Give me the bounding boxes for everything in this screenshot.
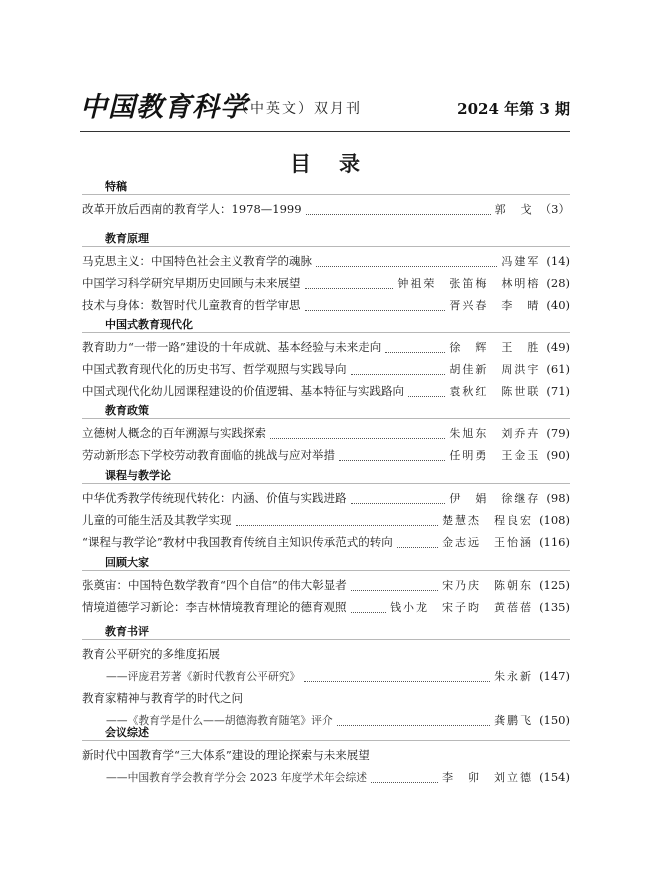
- section-label: 教育政策: [105, 404, 149, 417]
- entry-authors: 朱旭东 刘乔卉: [449, 427, 541, 440]
- toc-entry[interactable]: [82, 511, 570, 529]
- section-label: 特稿: [105, 180, 127, 193]
- dot-leader: [351, 362, 446, 375]
- entry-page-number: (108): [539, 513, 570, 527]
- toc-entry[interactable]: [82, 689, 570, 707]
- entry-title: 新时代中国教育学“三大体系”建设的理论探索与未来展望: [82, 748, 370, 762]
- dot-leader: [351, 491, 446, 504]
- entry-authors: 伊 娟 徐继存: [449, 492, 541, 505]
- entry-title: 中国式现代化幼儿园课程建设的价值逻辑、基本特征与实践路向: [82, 384, 404, 398]
- section-label: 中国式教育现代化: [105, 318, 193, 331]
- journal-subtitle: （中英文）双月刊: [234, 101, 362, 117]
- toc-entry[interactable]: [82, 200, 570, 218]
- entry-authors: 冯建军: [501, 255, 541, 268]
- section-rule: [82, 332, 570, 333]
- entry-title: “课程与教学论”教材中我国教育传统自主知识传承范式的转向: [82, 535, 393, 549]
- entry-authors: 金志远 王怡涵: [442, 536, 534, 549]
- entry-authors: 朱永新: [494, 670, 534, 683]
- entry-authors: 钱小龙 宋子昀 黄蓓蓓: [390, 601, 534, 614]
- entry-authors: 李 卯 刘立德: [442, 771, 534, 784]
- entry-title: 立德树人概念的百年溯源与实践探索: [82, 426, 266, 440]
- entry-title: 中国学习科学研究早期历史回顾与未来展望: [82, 276, 301, 290]
- entry-page-number: (98): [546, 491, 570, 505]
- entry-page-number: (125): [539, 578, 570, 592]
- section-label: 课程与教学论: [105, 469, 171, 482]
- entry-authors: 胡佳新 周洪宇: [449, 363, 541, 376]
- entry-authors: 徐 辉 王 胜: [449, 341, 541, 354]
- toc-entry-subtitle[interactable]: [82, 667, 570, 685]
- entry-authors: 郭 戈: [494, 203, 534, 216]
- toc-entry[interactable]: [82, 338, 570, 356]
- dot-leader: [316, 254, 497, 267]
- toc-entry[interactable]: [82, 424, 570, 442]
- entry-title: ——评庞君芳著《新时代教育公平研究》: [106, 670, 301, 683]
- entry-authors: 楚慧杰 程良宏: [442, 514, 534, 527]
- dot-leader: [371, 770, 438, 783]
- entry-page-number: (28): [546, 276, 570, 290]
- entry-authors: 袁秋红 陈世联: [449, 385, 541, 398]
- entry-page-number: (90): [546, 448, 570, 462]
- entry-page-number: (49): [546, 340, 570, 354]
- entry-authors: 胥兴春 李 晴: [449, 299, 541, 312]
- header-rule: [80, 131, 570, 132]
- section-rule: [82, 418, 570, 419]
- entry-authors: 钟祖荣 张笛梅 林明榕: [397, 277, 541, 290]
- entry-page-number: (147): [539, 669, 570, 683]
- dot-leader: [236, 513, 439, 526]
- issue-label: 2024 年第 3 期: [457, 100, 570, 118]
- entry-page-number: (14): [546, 254, 570, 268]
- entry-title: 劳动新形态下学校劳动教育面临的挑战与应对举措: [82, 448, 335, 462]
- dot-leader: [306, 202, 491, 215]
- section-rule: [82, 740, 570, 741]
- entry-title: ——中国教育学会教育学分会 2023 年度学术年会综述: [106, 771, 368, 784]
- entry-authors: 任明勇 王金玉: [449, 449, 541, 462]
- section-rule: [82, 639, 570, 640]
- entry-title: 教育助力“一带一路”建设的十年成就、基本经验与未来走向: [82, 340, 382, 354]
- toc-entry[interactable]: [82, 446, 570, 464]
- dot-leader: [385, 340, 445, 353]
- section-label: 教育书评: [105, 625, 149, 638]
- entry-page-number: (61): [546, 362, 570, 376]
- dot-leader: [339, 448, 445, 461]
- entry-title: 中华优秀教学传统现代转化：内涵、价值与实践进路: [82, 491, 347, 505]
- toc-entry-subtitle[interactable]: [82, 768, 570, 786]
- entry-title: 儿童的可能生活及其教学实现: [82, 513, 232, 527]
- entry-page-number: （3）: [539, 202, 570, 216]
- entry-page-number: (135): [539, 600, 570, 614]
- entry-title: 中国式教育现代化的历史书写、哲学观照与实践导向: [82, 362, 347, 376]
- section-rule: [82, 570, 570, 571]
- entry-title: 马克思主义：中国特色社会主义教育学的魂脉: [82, 254, 312, 268]
- dot-leader: [304, 669, 490, 682]
- toc-entry[interactable]: [82, 645, 570, 663]
- entry-title: 技术与身体：数智时代儿童教育的哲学审思: [82, 298, 301, 312]
- section-label: 教育原理: [105, 232, 149, 245]
- section-label: 会议综述: [105, 726, 149, 739]
- dot-leader: [397, 535, 438, 548]
- entry-page-number: (150): [539, 713, 570, 727]
- entry-page-number: (71): [546, 384, 570, 398]
- toc-entry[interactable]: [82, 746, 570, 764]
- toc-entry-subtitle[interactable]: [82, 711, 570, 729]
- entry-title: ——《教育学是什么——胡德海教育随笔》评介: [106, 714, 333, 727]
- entry-page-number: (116): [539, 535, 570, 549]
- section-rule: [82, 246, 570, 247]
- dot-leader: [351, 600, 387, 613]
- section-rule: [82, 483, 570, 484]
- toc-entry[interactable]: [82, 274, 570, 292]
- journal-header: [80, 92, 570, 132]
- entry-title: 教育家精神与教育学的时代之问: [82, 691, 243, 705]
- dot-leader: [351, 578, 438, 591]
- dot-leader: [305, 298, 446, 311]
- toc-entry[interactable]: [82, 576, 570, 594]
- entry-title: 情境道德学习新论：李吉林情境教育理论的德育观照: [82, 600, 347, 614]
- toc-entry[interactable]: [82, 360, 570, 378]
- dot-leader: [305, 276, 394, 289]
- entry-authors: 宋乃庆 陈朝东: [442, 579, 534, 592]
- section-rule: [82, 194, 570, 195]
- entry-authors: 龚鹏飞: [494, 714, 534, 727]
- journal-title: 中国教育科学: [80, 92, 248, 123]
- dot-leader: [408, 384, 445, 397]
- entry-title: 改革开放后西南的教育学人：1978—1999: [82, 202, 302, 216]
- dot-leader: [337, 713, 490, 726]
- toc-entry[interactable]: [82, 533, 570, 551]
- toc-entry[interactable]: [82, 489, 570, 507]
- entry-page-number: (79): [546, 426, 570, 440]
- toc-entry[interactable]: [82, 382, 570, 400]
- toc-entry[interactable]: [82, 252, 570, 270]
- entry-page-number: (40): [546, 298, 570, 312]
- toc-title: 目录: [290, 151, 388, 176]
- toc-entry[interactable]: [82, 598, 570, 616]
- entry-title: 教育公平研究的多维度拓展: [82, 647, 220, 661]
- dot-leader: [270, 426, 445, 439]
- entry-title: 张奠宙：中国特色数学教育“四个自信”的伟大彰显者: [82, 578, 347, 592]
- section-label: 回顾大家: [105, 556, 149, 569]
- entry-page-number: (154): [539, 770, 570, 784]
- toc-entry[interactable]: [82, 296, 570, 314]
